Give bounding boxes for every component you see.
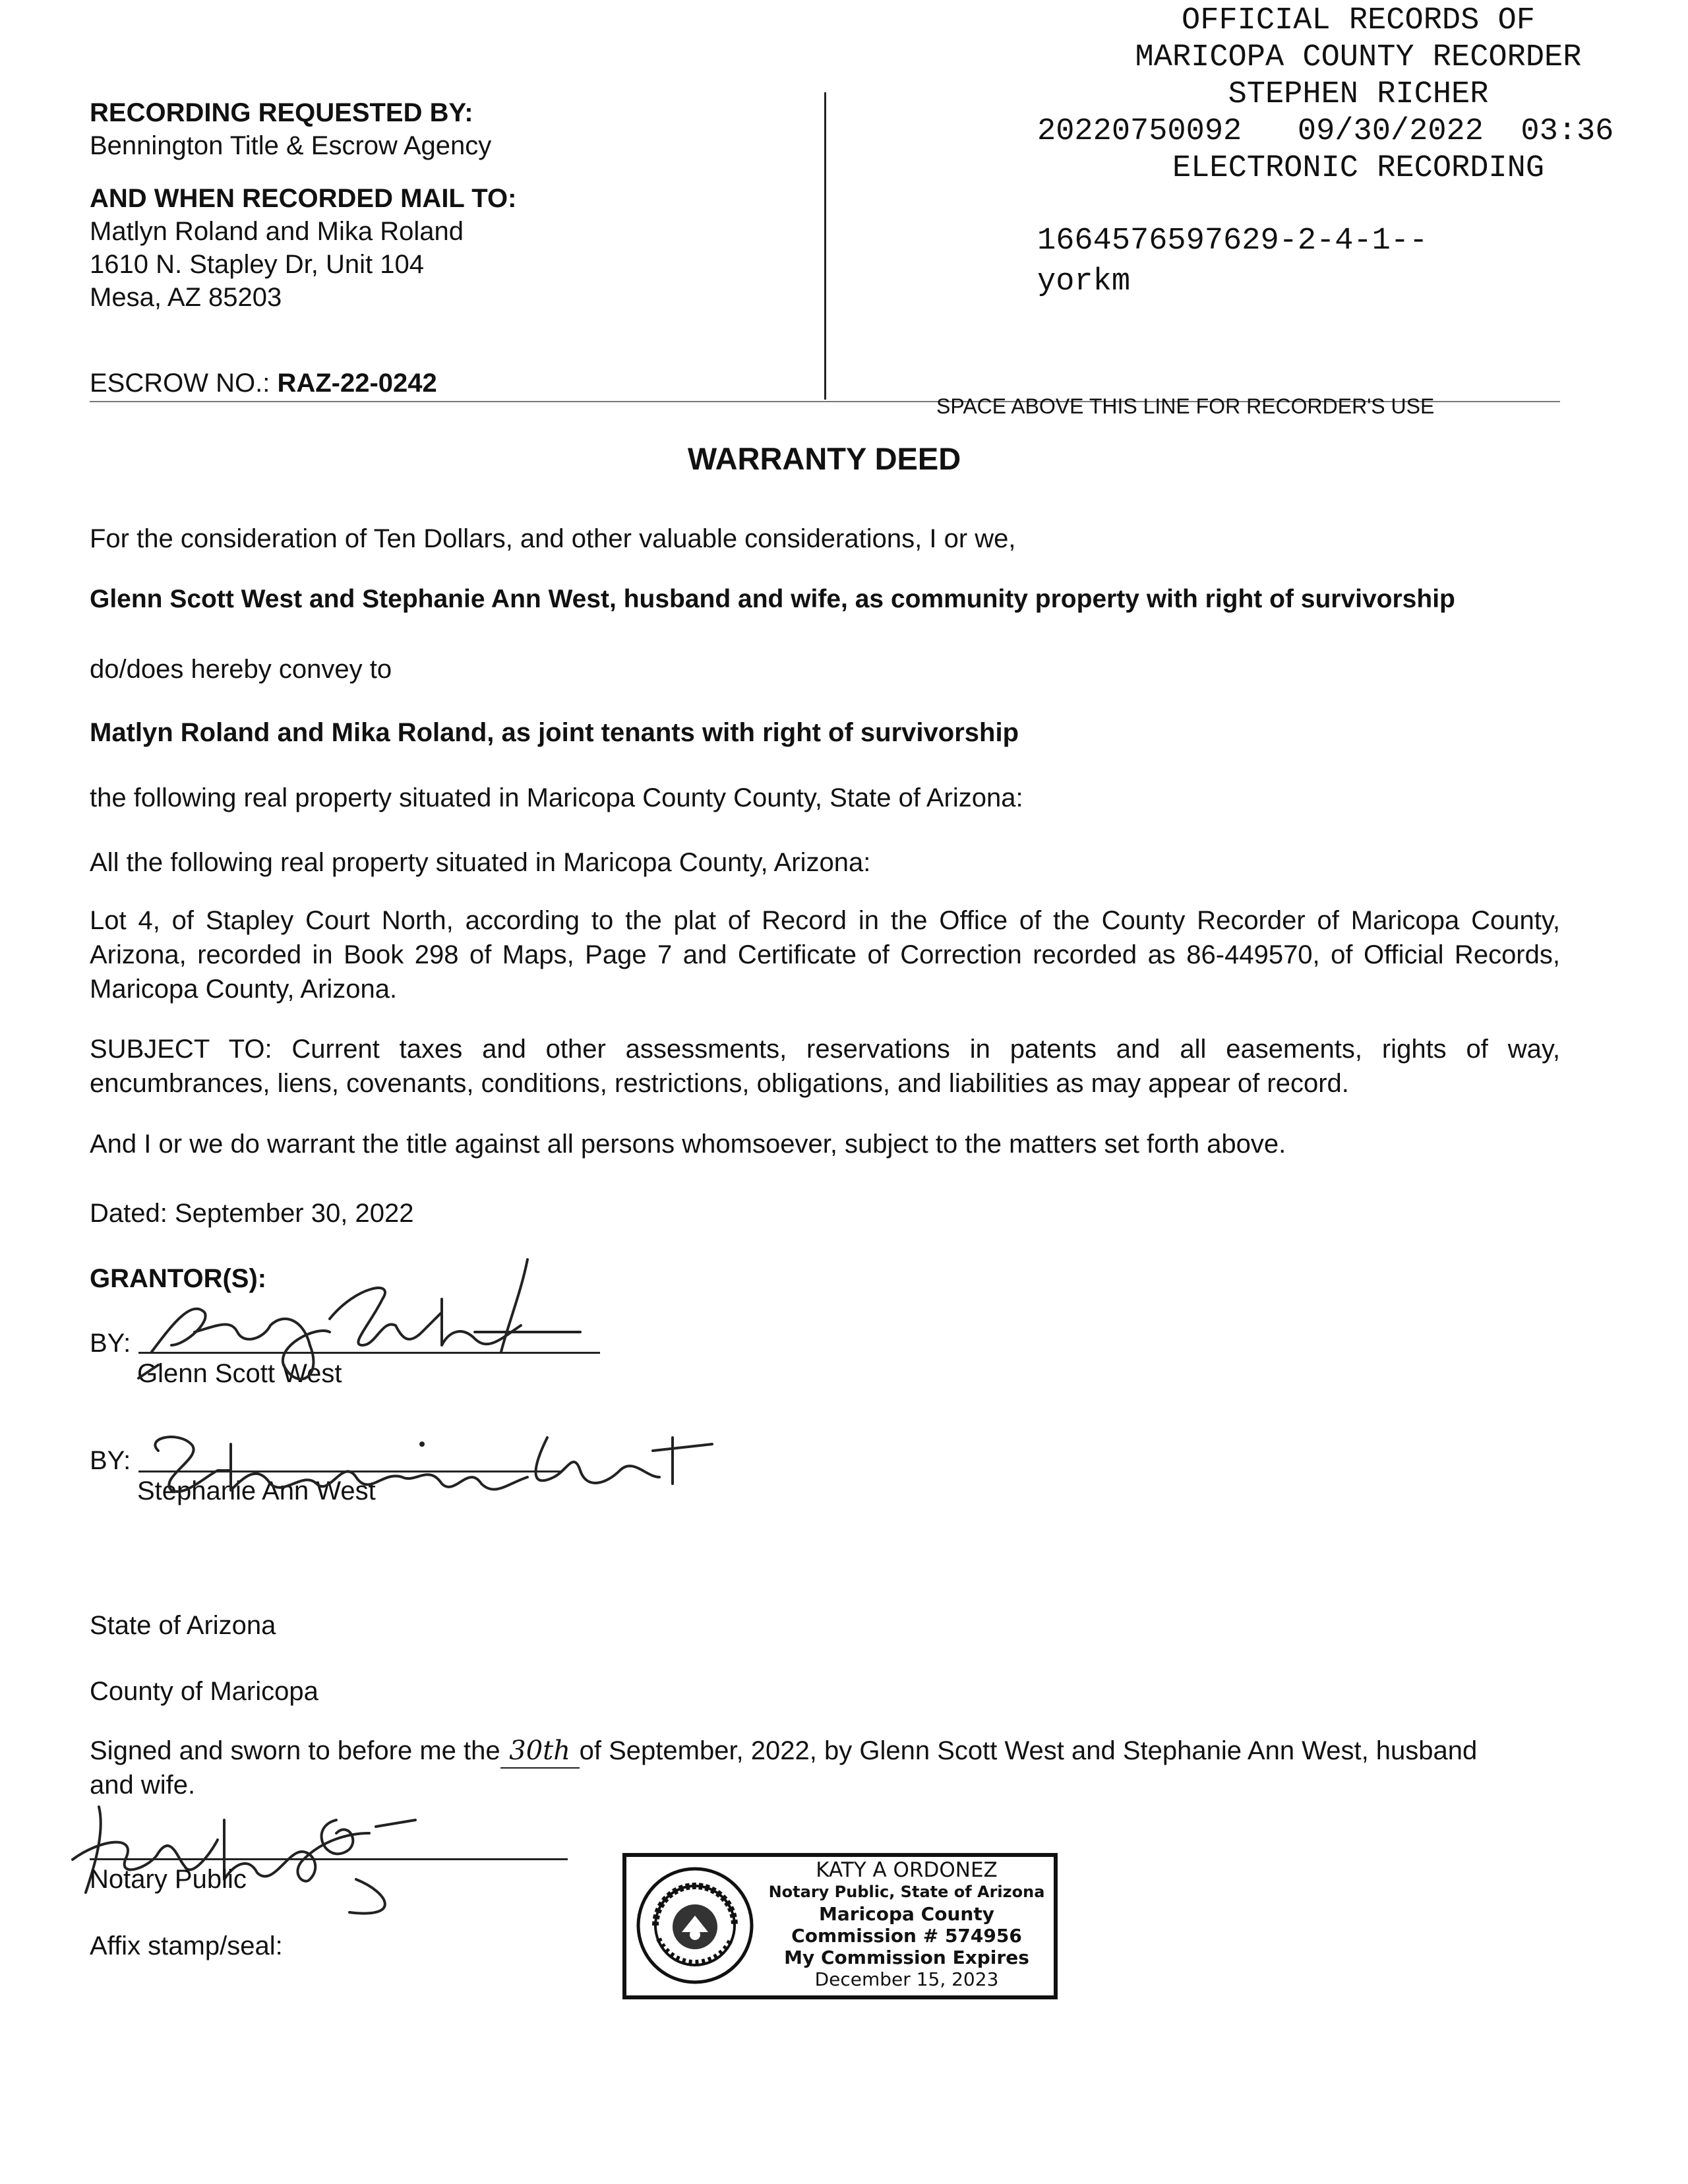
seal-notary-name: KATY A ORDONEZ bbox=[816, 1858, 998, 1882]
grantors-text: Glenn Scott West and Stephanie Ann West, husband and wife, as community property with right of survivorship bbox=[90, 585, 1455, 613]
seal-expires-label: My Commission Expires bbox=[784, 1947, 1029, 1968]
escrow-number-row bbox=[90, 367, 437, 400]
seal-county: Maricopa County bbox=[819, 1903, 994, 1925]
grantors-label: GRANTOR(S): bbox=[90, 1264, 267, 1293]
notary-label: Notary Public bbox=[90, 1865, 247, 1894]
notary-seal-stamp bbox=[622, 1853, 1058, 1999]
mail-to-name: Matlyn Roland and Mika Roland bbox=[90, 217, 464, 246]
consideration-text: For the consideration of Ten Dollars, and other valuable considerations, I or we, bbox=[90, 524, 1016, 553]
seal-expires-date: December 15, 2023 bbox=[814, 1968, 999, 1990]
situated-text: the following real property situated in Maricopa County County, State of Arizona: bbox=[90, 783, 1023, 812]
recording-user: yorkm bbox=[1037, 264, 1131, 299]
sworn-before-text: Signed and sworn to before me the bbox=[90, 1736, 500, 1765]
by-label-1: BY: bbox=[90, 1329, 131, 1358]
recording-date: 09/30/2022 bbox=[1297, 114, 1484, 149]
signer-1-name: Glenn Scott West bbox=[137, 1359, 342, 1388]
recording-time: 03:36 bbox=[1521, 114, 1614, 149]
recorder-space-note: SPACE ABOVE THIS LINE FOR RECORDER'S USE bbox=[936, 394, 1435, 418]
by-label-2: BY: bbox=[90, 1446, 131, 1475]
escrow-number: RAZ-22-0242 bbox=[277, 369, 437, 398]
legal-description: Lot 4, of Stapley Court North, according to the plat of Record in the Office of the County Recorder of Maricopa County, Arizona, recorded in Book 298 of Maps, Page 7 and Certificate of Correction recorded as 86-449570, of Official Records, Maricopa County, Arizona. bbox=[90, 906, 1560, 1004]
affix-label: Affix stamp/seal: bbox=[90, 1931, 283, 1960]
sworn-day: 30th bbox=[500, 1734, 580, 1769]
seal-commission: Commission # 574956 bbox=[791, 1925, 1022, 1947]
signer-2-name: Stephanie Ann West bbox=[137, 1476, 376, 1505]
sworn-rest-text: of September, 2022, by Glenn Scott West and Stephanie Ann West, husband bbox=[579, 1736, 1478, 1765]
mail-to-street: 1610 N. Stapley Dr, Unit 104 bbox=[90, 250, 424, 279]
convey-text: do/does hereby convey to bbox=[90, 655, 392, 684]
recording-number: 20220750092 bbox=[1037, 114, 1242, 149]
seal-notary-title: Notary Public, State of Arizona bbox=[768, 1883, 1045, 1901]
document-title: WARRANTY DEED bbox=[687, 441, 961, 476]
escrow-label: ESCROW NO.: bbox=[90, 369, 270, 398]
recorder-line-2: MARICOPA COUNTY RECORDER bbox=[1135, 40, 1582, 75]
notary-signature bbox=[59, 1794, 429, 1919]
signature-stephanie-ann-west bbox=[132, 1411, 725, 1510]
mail-to-city: Mesa, AZ 85203 bbox=[90, 283, 282, 312]
recording-batch-id: 1664576597629-2-4-1-- bbox=[1037, 224, 1428, 258]
state-seal-emblem bbox=[636, 1866, 754, 1985]
all-following-text: All the following real property situated in Maricopa County, Arizona: bbox=[90, 848, 871, 877]
requested-by-value: Bennington Title & Escrow Agency bbox=[90, 131, 492, 160]
notary-signature-line bbox=[90, 1858, 568, 1860]
warrant-text: And I or we do warrant the title against all persons whomsoever, subject to the matters set forth above. bbox=[90, 1130, 1286, 1159]
notary-sworn-line-1 bbox=[90, 1734, 1477, 1769]
grantees-text: Matlyn Roland and Mika Roland, as joint tenants with right of survivorship bbox=[90, 718, 1019, 747]
seal-text-block bbox=[762, 1860, 1052, 1990]
dated-text: Dated: September 30, 2022 bbox=[90, 1199, 414, 1228]
requested-by-label: RECORDING REQUESTED BY: bbox=[90, 98, 473, 127]
notary-county: County of Maricopa bbox=[90, 1677, 318, 1706]
recorder-docline bbox=[1037, 113, 1613, 150]
recorder-line-3: STEPHEN RICHER bbox=[1228, 77, 1489, 112]
mail-to-label: AND WHEN RECORDED MAIL TO: bbox=[90, 184, 517, 213]
recorder-line-1: OFFICIAL RECORDS OF bbox=[1182, 3, 1535, 38]
subject-to-text: SUBJECT TO: Current taxes and other assessments, reservations in patents and all easements, rights of way, encumbrances, liens, covenants, conditions, restrictions, obligations, and liabilities as may appear of record. bbox=[90, 1035, 1560, 1098]
notary-state: State of Arizona bbox=[90, 1611, 276, 1640]
header-divider bbox=[824, 92, 826, 400]
signature-glenn-scott-west bbox=[132, 1246, 593, 1398]
notary-sworn-line-2: and wife. bbox=[90, 1771, 196, 1800]
recording-type: ELECTRONIC RECORDING bbox=[1172, 151, 1545, 186]
